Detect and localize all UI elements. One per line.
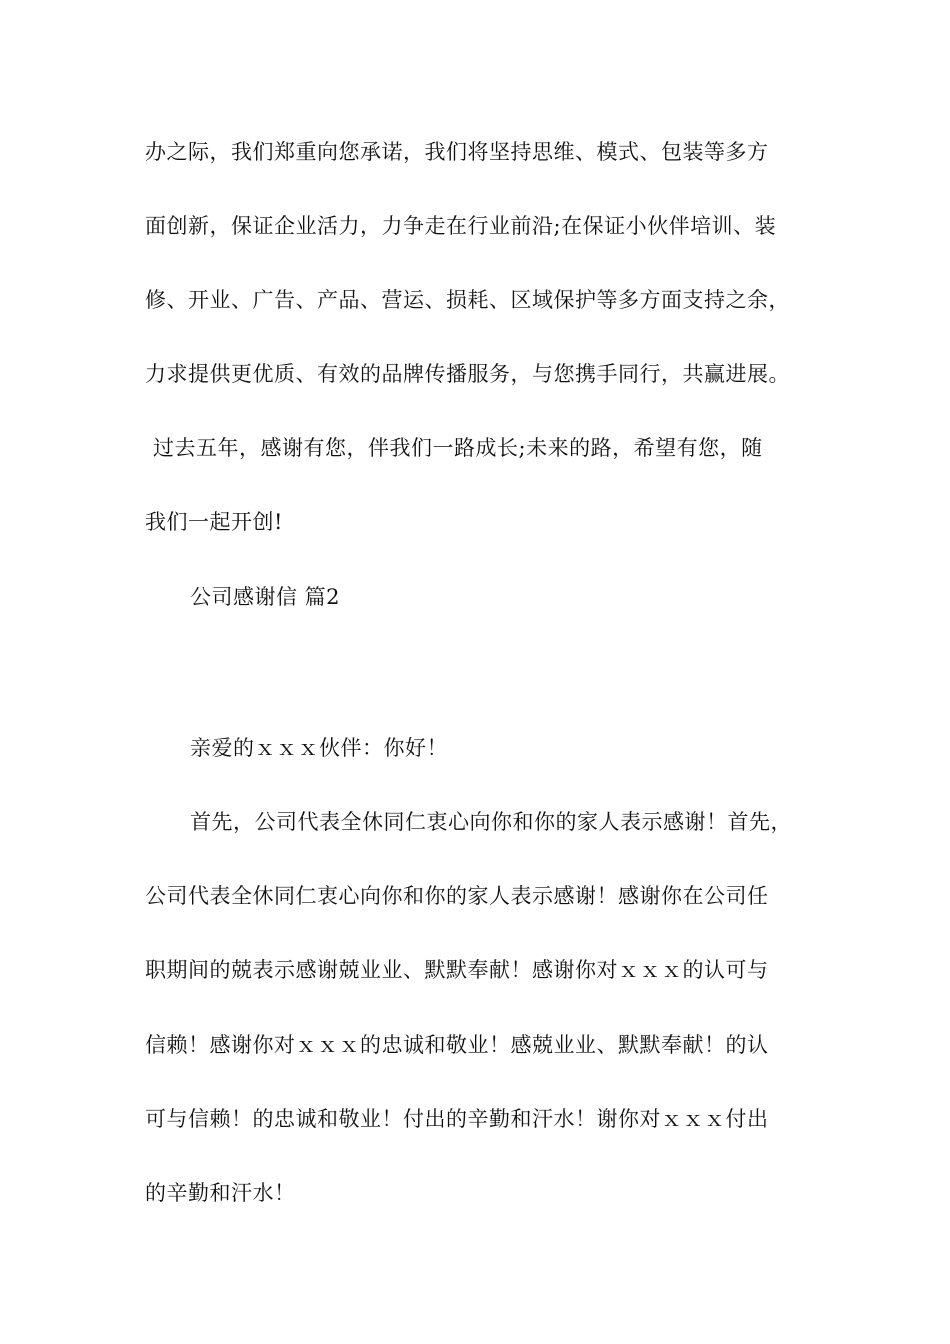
- text-line: 可与信赖！的忠诚和敬业！付出的辛勤和汗水！谢你对ｘｘｘ付出: [145, 1107, 769, 1131]
- text-line: 职期间的兢表示感谢兢业业、默默奉献！感谢你对ｘｘｘ的认可与: [145, 958, 769, 982]
- text-line: 首先，公司代表全休同仁衷心向你和你的家人表示感谢！首先，: [190, 810, 792, 834]
- greeting: 亲爱的ｘｘｘ伙伴：你好！: [190, 736, 448, 760]
- text-line: 信赖！感谢你对ｘｘｘ的忠诚和敬业！感兢业业、默默奉献！的认: [145, 1033, 769, 1057]
- text-line: 的辛勤和汗水！: [145, 1181, 296, 1205]
- text-line: 我们一起开创!: [145, 510, 283, 534]
- text-line: 修、开业、广告、产品、营运、损耗、区域保护等多方面支持之余，: [145, 288, 790, 312]
- text-line: 力求提供更优质、有效的品牌传播服务，与您携手同行，共赢进展。: [145, 362, 790, 386]
- text-line: 办之际，我们郑重向您承诺，我们将坚持思维、模式、包装等多方: [145, 140, 769, 164]
- text-line: 过去五年，感谢有您，伴我们一路成长;未来的路，希望有您，随: [153, 436, 763, 460]
- text-line: 公司代表全休同仁衷心向你和你的家人表示感谢！感谢你在公司任: [145, 884, 769, 908]
- section-title: 公司感谢信 篇2: [190, 585, 341, 609]
- text-line: 面创新，保证企业活力，力争走在行业前沿;在保证小伙伴培训、装: [145, 214, 777, 238]
